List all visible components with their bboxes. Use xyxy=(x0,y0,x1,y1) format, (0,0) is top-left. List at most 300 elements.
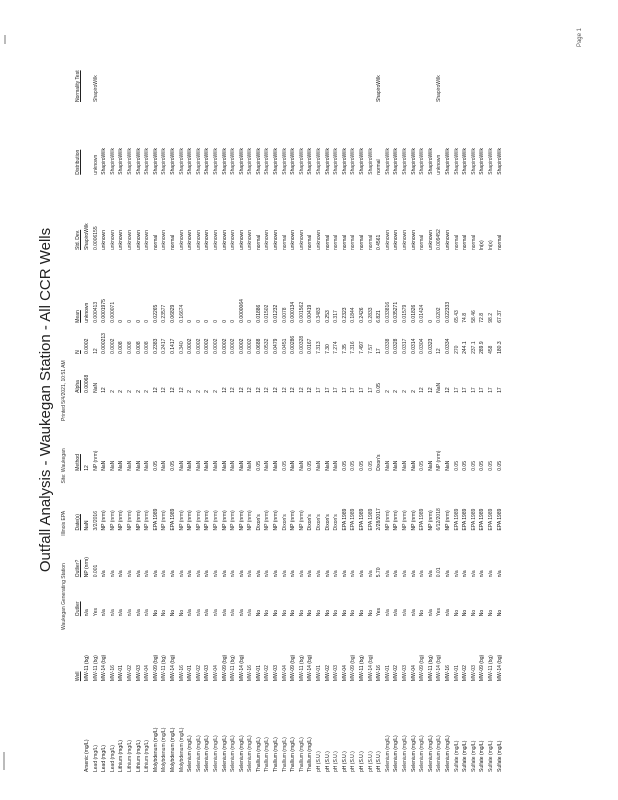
table-cell: 0.1844 xyxy=(350,307,357,323)
table-cell: unknown xyxy=(161,230,168,251)
table-cell: MW-11 (bg) xyxy=(427,655,434,682)
table-cell: Selenium (mg/L) xyxy=(419,735,426,772)
table-cell: EPA 1989 xyxy=(470,508,477,531)
table-cell: Molybdenum (mg/L) xyxy=(169,727,176,772)
table-cell: ShapiroWilk xyxy=(376,75,383,102)
table-cell: unknown xyxy=(118,230,125,251)
table-cell: ShapiroWilk xyxy=(341,148,348,175)
table-cell: 0.008 xyxy=(135,341,142,354)
table-cell: n/a xyxy=(453,570,460,578)
table-cell: 17 xyxy=(453,387,460,393)
table-cell: NaN xyxy=(195,460,202,471)
table-cell: MW-11 (bg) xyxy=(161,655,168,682)
table-cell: unknown xyxy=(273,230,280,251)
table-row xyxy=(332,26,341,774)
table-cell: n/a xyxy=(152,570,159,578)
table-cell: n/a xyxy=(487,570,494,578)
table-cell: NaN xyxy=(126,460,133,471)
column-header: N xyxy=(75,350,81,354)
table-cell: 2 xyxy=(135,390,142,393)
table-cell: NP (nrm) xyxy=(264,510,271,531)
table-cell: 12 xyxy=(273,387,280,393)
table-cell: NP (nrm) xyxy=(401,510,408,531)
table-cell: NaN xyxy=(135,460,142,471)
table-cell: 6/12/2018 xyxy=(436,508,443,531)
table-cell: No xyxy=(281,609,288,617)
table-cell: 0.008 xyxy=(144,341,151,354)
table-cell: unknown xyxy=(290,230,297,251)
table-cell: ShapiroWilk xyxy=(255,148,262,175)
table-cell xyxy=(255,26,264,104)
table-cell: 0.16674 xyxy=(178,304,185,323)
table-cell: Yes xyxy=(436,608,443,617)
table-row xyxy=(246,26,255,774)
table-cell: No xyxy=(273,609,280,617)
table-cell: 0.0078 xyxy=(281,307,288,323)
table-cell: EPA 1989 xyxy=(350,508,357,531)
table-cell: ShapiroWilk xyxy=(221,148,228,175)
table-cell: 289.9 xyxy=(479,341,486,354)
table-cell: 17 xyxy=(316,387,323,393)
table-cell: 0.00328 xyxy=(298,335,305,354)
table-cell: NaN xyxy=(118,460,125,471)
table-row xyxy=(100,26,109,774)
table-cell xyxy=(401,26,410,104)
table-cell: ShapiroWilk xyxy=(350,148,357,175)
table-cell: 0.0479 xyxy=(273,338,280,354)
table-cell: 17 xyxy=(496,387,503,393)
table-cell: MW-09 (bg) xyxy=(479,654,486,682)
table-cell: 17 xyxy=(341,387,348,393)
table-cell xyxy=(100,26,109,104)
table-cell: n/a xyxy=(230,609,237,617)
table-cell: NP (nrm) xyxy=(178,510,185,531)
table-cell xyxy=(169,26,178,104)
table-cell: 12 xyxy=(230,387,237,393)
table-cell: 0.01424 xyxy=(419,304,426,323)
table-cell: MW-03 xyxy=(401,665,408,682)
table-cell: 0.0006155 xyxy=(92,226,99,251)
table-cell: ShapiroWilk xyxy=(135,148,142,175)
table-cell: 0.0002 xyxy=(84,338,90,354)
table-cell: 0.3483 xyxy=(316,307,323,323)
table-cell: 0 xyxy=(247,319,254,323)
table-cell: 2 xyxy=(109,390,116,393)
table-cell: 0.0002 xyxy=(212,338,219,354)
table-cell: NP (nrm) xyxy=(195,510,202,531)
table-cell xyxy=(83,26,92,104)
table-cell: 0.035271 xyxy=(393,301,400,323)
table-cell: NP (nrm) xyxy=(187,510,194,531)
table-cell xyxy=(341,26,350,104)
table-cell: ShapiroWilk xyxy=(436,75,443,102)
table-cell: NaN xyxy=(161,460,168,471)
table-cell xyxy=(195,26,204,104)
table-cell: unknown xyxy=(126,230,133,251)
table-cell: unknown xyxy=(238,230,245,251)
table-cell: 3/2/2016 xyxy=(92,511,99,531)
table-cell: n/a xyxy=(118,609,125,617)
table-cell: MW-01 xyxy=(316,665,323,682)
table-cell: 12 xyxy=(92,348,99,354)
table-cell xyxy=(349,26,358,104)
table-row xyxy=(117,26,126,774)
table-cell: 12 xyxy=(436,348,443,354)
table-cell: Arsenic (mg/L) xyxy=(84,739,90,772)
table-cell: MW-14 (bg) xyxy=(307,654,314,682)
table-cell: 6.821 xyxy=(376,310,383,323)
table-cell: normal xyxy=(324,234,331,251)
report-title: Outfall Analysis - Waukegan Station - All CCR Wells xyxy=(37,227,54,573)
table-row xyxy=(401,26,410,774)
table-cell xyxy=(453,26,462,104)
table-cell: Selenium (mg/L) xyxy=(187,735,194,772)
table-cell: n/a xyxy=(109,570,116,578)
column-header: Method xyxy=(75,454,81,471)
table-cell: n/a xyxy=(307,570,314,578)
table-cell: No xyxy=(298,609,305,617)
table-cell xyxy=(444,26,453,104)
table-cell: Selenium (mg/L) xyxy=(238,735,245,772)
table-cell: Dixon's xyxy=(316,514,323,531)
table-cell: No xyxy=(496,609,503,617)
table-cell: 2 xyxy=(195,390,202,393)
table-cell: Dixon's xyxy=(281,514,288,531)
table-cell: 0.05 xyxy=(169,461,176,471)
table-cell: Selenium (mg/L) xyxy=(230,735,237,772)
table-cell: unknown xyxy=(247,230,254,251)
table-cell: NaN xyxy=(84,520,90,531)
table-row xyxy=(143,26,152,774)
table-cell: ShapiroWilk xyxy=(178,148,185,175)
table-cell: MW-02 xyxy=(462,665,469,682)
table-cell: unknown xyxy=(384,230,391,251)
table-cell: 12 xyxy=(419,387,426,393)
table-cell: NP (nrm) xyxy=(109,510,116,531)
table-cell: 2 xyxy=(118,390,125,393)
table-cell: Thallium (mg/L) xyxy=(255,737,262,772)
table-cell xyxy=(487,26,496,104)
table-row xyxy=(186,26,195,774)
table-cell: MW-01 xyxy=(255,665,262,682)
table-cell: 0.0317 xyxy=(401,338,408,354)
table-cell: NaN xyxy=(444,460,451,471)
table-cell: Dixon's xyxy=(333,514,340,531)
table-cell: n/a xyxy=(384,609,391,617)
table-cell: EPA 1989 xyxy=(359,508,365,531)
table-cell: Lithium (mg/L) xyxy=(144,740,151,772)
table-cell: ShapiroWilk xyxy=(410,148,417,175)
table-cell: EPA 1989 xyxy=(419,508,426,531)
table-cell: MW-11 (bg) xyxy=(92,655,99,682)
table-cell: EPA 1989 xyxy=(453,508,460,531)
table-cell: NP (nrm) xyxy=(135,510,142,531)
table-row xyxy=(358,26,367,774)
table-cell: 0 xyxy=(135,319,142,323)
table-cell: MW-01 xyxy=(453,665,460,682)
table-cell: 0.01826 xyxy=(410,304,417,323)
table-cell: 7.497 xyxy=(359,341,365,354)
table-cell xyxy=(315,26,324,104)
table-cell: ShapiroWilk xyxy=(238,148,245,175)
table-cell: ShapiroWilk xyxy=(118,148,125,175)
table-cell: 12 xyxy=(221,387,228,393)
table-cell: unknown xyxy=(144,230,151,251)
column-header: Normality Test xyxy=(75,70,81,102)
table-cell: 0.0688 xyxy=(255,338,262,354)
table-row xyxy=(487,26,496,774)
table-cell: 0.4561 xyxy=(376,234,383,251)
table-cell: NP (nrm) xyxy=(436,450,443,471)
table-cell: n/a xyxy=(393,609,400,617)
table-cell: 0.033816 xyxy=(384,301,391,323)
column-header: Date(s) xyxy=(75,514,81,531)
table-cell: n/a xyxy=(290,570,297,578)
table-cell: 0.2426 xyxy=(359,307,365,323)
table-cell: NP (nrm) xyxy=(126,510,133,531)
table-cell: Selenium (mg/L) xyxy=(401,735,408,772)
table-cell: 98.2 xyxy=(487,313,494,323)
table-cell: MW-11 (bg) xyxy=(84,655,90,682)
table-cell: 0 xyxy=(195,319,202,323)
table-cell: unknown xyxy=(410,230,417,251)
table-cell: 12 xyxy=(101,387,108,393)
table-row xyxy=(152,26,161,774)
table-cell: ShapiroWilk xyxy=(307,148,314,175)
table-cell xyxy=(178,26,187,104)
table-cell: MW-02 xyxy=(126,665,133,682)
table-cell: MW-11 (bg) xyxy=(487,655,494,682)
table-cell: 0.008 xyxy=(126,341,133,354)
table-cell: MW-03 xyxy=(333,665,340,682)
table-cell: ShapiroWilk xyxy=(462,148,469,175)
table-cell: NP (nrm) xyxy=(393,510,400,531)
table-cell: NP (nrm) xyxy=(410,510,417,531)
table-cell: 65.43 xyxy=(453,310,460,323)
table-cell: MW-16 xyxy=(109,665,116,682)
table-cell: Thallium (mg/L) xyxy=(307,737,314,772)
table-cell: n/a xyxy=(221,609,228,617)
table-row xyxy=(289,26,298,774)
table-cell: n/a xyxy=(470,570,477,578)
table-cell: n/a xyxy=(101,570,108,578)
table-cell: Thallium (mg/L) xyxy=(273,737,280,772)
table-cell: 12 xyxy=(247,387,254,393)
table-row xyxy=(461,26,470,774)
table-cell: 2 xyxy=(401,390,408,393)
table-cell: unknown xyxy=(135,230,142,251)
table-cell: No xyxy=(307,609,314,617)
table-cell: 0.05 xyxy=(376,383,383,393)
table-cell: Dixon's xyxy=(324,514,331,531)
table-cell: n/a xyxy=(169,570,176,578)
table-row xyxy=(349,26,358,774)
table-cell: unknown xyxy=(101,230,108,251)
table-cell: 7.274 xyxy=(333,341,340,354)
table-cell: n/a xyxy=(221,570,228,578)
table-cell: n/a xyxy=(135,570,142,578)
table-cell: 0.05 xyxy=(419,461,426,471)
table-cell: normal xyxy=(333,234,340,251)
table-cell: Selenium (mg/L) xyxy=(444,735,451,772)
table-cell: normal xyxy=(307,234,314,251)
table-cell: NP (nrm) xyxy=(230,510,237,531)
table-cell: unknown xyxy=(221,230,228,251)
table-cell: NaN xyxy=(247,460,254,471)
table-cell: pH (S.U.) xyxy=(333,751,340,772)
table-cell: ln(x) xyxy=(479,240,486,251)
table-cell: ShapiroWilk xyxy=(453,148,460,175)
table-cell: 0.001 xyxy=(92,564,99,578)
table-cell: 0 xyxy=(118,319,125,323)
table-cell: n/a xyxy=(247,570,254,578)
table-cell: 0.01 xyxy=(436,567,443,578)
table-row xyxy=(203,26,212,774)
table-cell: NP (nrm) xyxy=(101,510,108,531)
table-cell: Molybdenum (mg/L) xyxy=(178,727,185,772)
table-row xyxy=(435,26,444,774)
table-cell: unknown xyxy=(427,230,434,251)
table-cell: 2 xyxy=(187,390,194,393)
table-cell: NaN xyxy=(230,460,237,471)
table-cell: n/a xyxy=(230,570,237,578)
table-cell: n/a xyxy=(359,570,365,578)
table-row xyxy=(229,26,238,774)
table-cell: n/a xyxy=(444,570,451,578)
table-cell: 0 xyxy=(221,319,228,323)
subtitle-station: Waukegan Generating Station xyxy=(61,563,67,630)
table-cell: NaN xyxy=(290,460,297,471)
table-cell: 237.1 xyxy=(470,341,477,354)
table-cell: EPA 1989 xyxy=(152,508,159,531)
table-cell: Lithium (mg/L) xyxy=(118,740,125,772)
table-cell: 0.02265 xyxy=(152,304,159,323)
table-row xyxy=(384,26,393,774)
table-cell: normal xyxy=(350,234,357,251)
table-row xyxy=(478,26,487,774)
table-cell: ShapiroWilk xyxy=(290,148,297,175)
table-cell xyxy=(289,26,298,104)
table-cell: ShapiroWilk xyxy=(367,148,374,175)
table-cell: 0.0202 xyxy=(436,307,443,323)
table-cell: 0 xyxy=(230,319,237,323)
table-cell: No xyxy=(479,609,486,617)
table-cell: n/a xyxy=(178,570,185,578)
table-row xyxy=(255,26,264,774)
table-cell: Thallium (mg/L) xyxy=(281,737,288,772)
table-cell xyxy=(246,26,255,104)
table-cell xyxy=(427,26,436,104)
table-row xyxy=(298,26,307,774)
table-cell: n/a xyxy=(118,570,125,578)
table-cell: Molybdenum (mg/L) xyxy=(152,727,159,772)
table-cell: 12 xyxy=(298,387,305,393)
table-cell: 12 xyxy=(281,387,288,393)
table-cell xyxy=(496,26,505,104)
table-row xyxy=(92,26,101,774)
table-cell: ShapiroWilk xyxy=(298,148,305,175)
table-cell: Selenium (mg/L) xyxy=(384,735,391,772)
table-cell: NP (nrm) xyxy=(273,510,280,531)
table-cell xyxy=(478,26,487,104)
table-cell: 0.0002 xyxy=(187,338,194,354)
table-cell xyxy=(212,26,221,104)
table-cell: n/a xyxy=(281,570,288,578)
table-cell: Thallium (mg/L) xyxy=(264,737,271,772)
table-cell: pH (S.U.) xyxy=(350,751,357,772)
table-cell: 0.0304 xyxy=(419,338,426,354)
table-cell: 0.0532 xyxy=(264,338,271,354)
table-cell: 0.0314 xyxy=(410,338,417,354)
table-cell: n/a xyxy=(126,570,133,578)
table-cell: n/a xyxy=(109,609,116,617)
table-cell: unknown xyxy=(187,230,194,251)
table-cell: MW-04 xyxy=(410,665,417,682)
table-cell xyxy=(410,26,419,104)
table-cell: Sulfate (mg/L) xyxy=(470,740,477,772)
table-cell: No xyxy=(161,609,168,617)
table-cell: Yes xyxy=(376,608,383,617)
table-cell xyxy=(109,26,118,104)
table-row xyxy=(341,26,350,774)
table-cell: No xyxy=(419,609,426,617)
table-cell xyxy=(238,26,247,104)
table-cell: No xyxy=(333,609,340,617)
table-cell: Sulfate (mg/L) xyxy=(479,740,486,772)
table-cell: MW-16 xyxy=(178,665,185,682)
table-row xyxy=(367,26,376,774)
table-cell: normal xyxy=(376,159,383,175)
table-cell: 2 xyxy=(204,390,211,393)
table-row xyxy=(126,26,135,774)
table-cell: 0.2833 xyxy=(367,307,374,323)
table-row xyxy=(195,26,204,774)
table-cell: ShapiroWilk xyxy=(427,148,434,175)
table-cell: No xyxy=(290,609,297,617)
table-cell: EPA 1989 xyxy=(367,508,374,531)
table-cell: 0.01502 xyxy=(264,304,271,323)
table-cell: NP (nrm) xyxy=(298,510,305,531)
table-cell xyxy=(229,26,238,104)
table-cell: 458 xyxy=(487,345,494,354)
table-cell: 0.05 xyxy=(462,461,469,471)
table-cell: pH (S.U.) xyxy=(341,751,348,772)
table-cell xyxy=(384,26,393,104)
table-cell: 12 xyxy=(427,387,434,393)
table-cell: unknown xyxy=(264,230,271,251)
table-row xyxy=(169,26,178,774)
table-cell: No xyxy=(350,609,357,617)
table-cell: 0.0001975 xyxy=(101,299,108,323)
table-cell: normal xyxy=(453,234,460,251)
table-cell: 17 xyxy=(487,387,494,393)
table-cell: EPA 1989 xyxy=(479,508,486,531)
table-cell: MW-04 xyxy=(212,665,219,682)
table-cell: ShapiroWilk xyxy=(273,148,280,175)
table-cell: ShapiroWilk xyxy=(109,148,116,175)
table-row xyxy=(221,26,230,774)
table-cell: unknown xyxy=(298,230,305,251)
table-cell xyxy=(83,104,92,177)
table-cell: MW-14 (bg) xyxy=(169,654,176,682)
table-cell: 58.46 xyxy=(470,310,477,323)
table-cell: n/a xyxy=(204,570,211,578)
table-cell: 7.35 xyxy=(341,344,348,354)
table-cell: MW-01 xyxy=(187,665,194,682)
table-cell xyxy=(392,26,401,104)
table-cell: 0.05 xyxy=(367,461,374,471)
table-cell: MW-14 (bg) xyxy=(238,654,245,682)
